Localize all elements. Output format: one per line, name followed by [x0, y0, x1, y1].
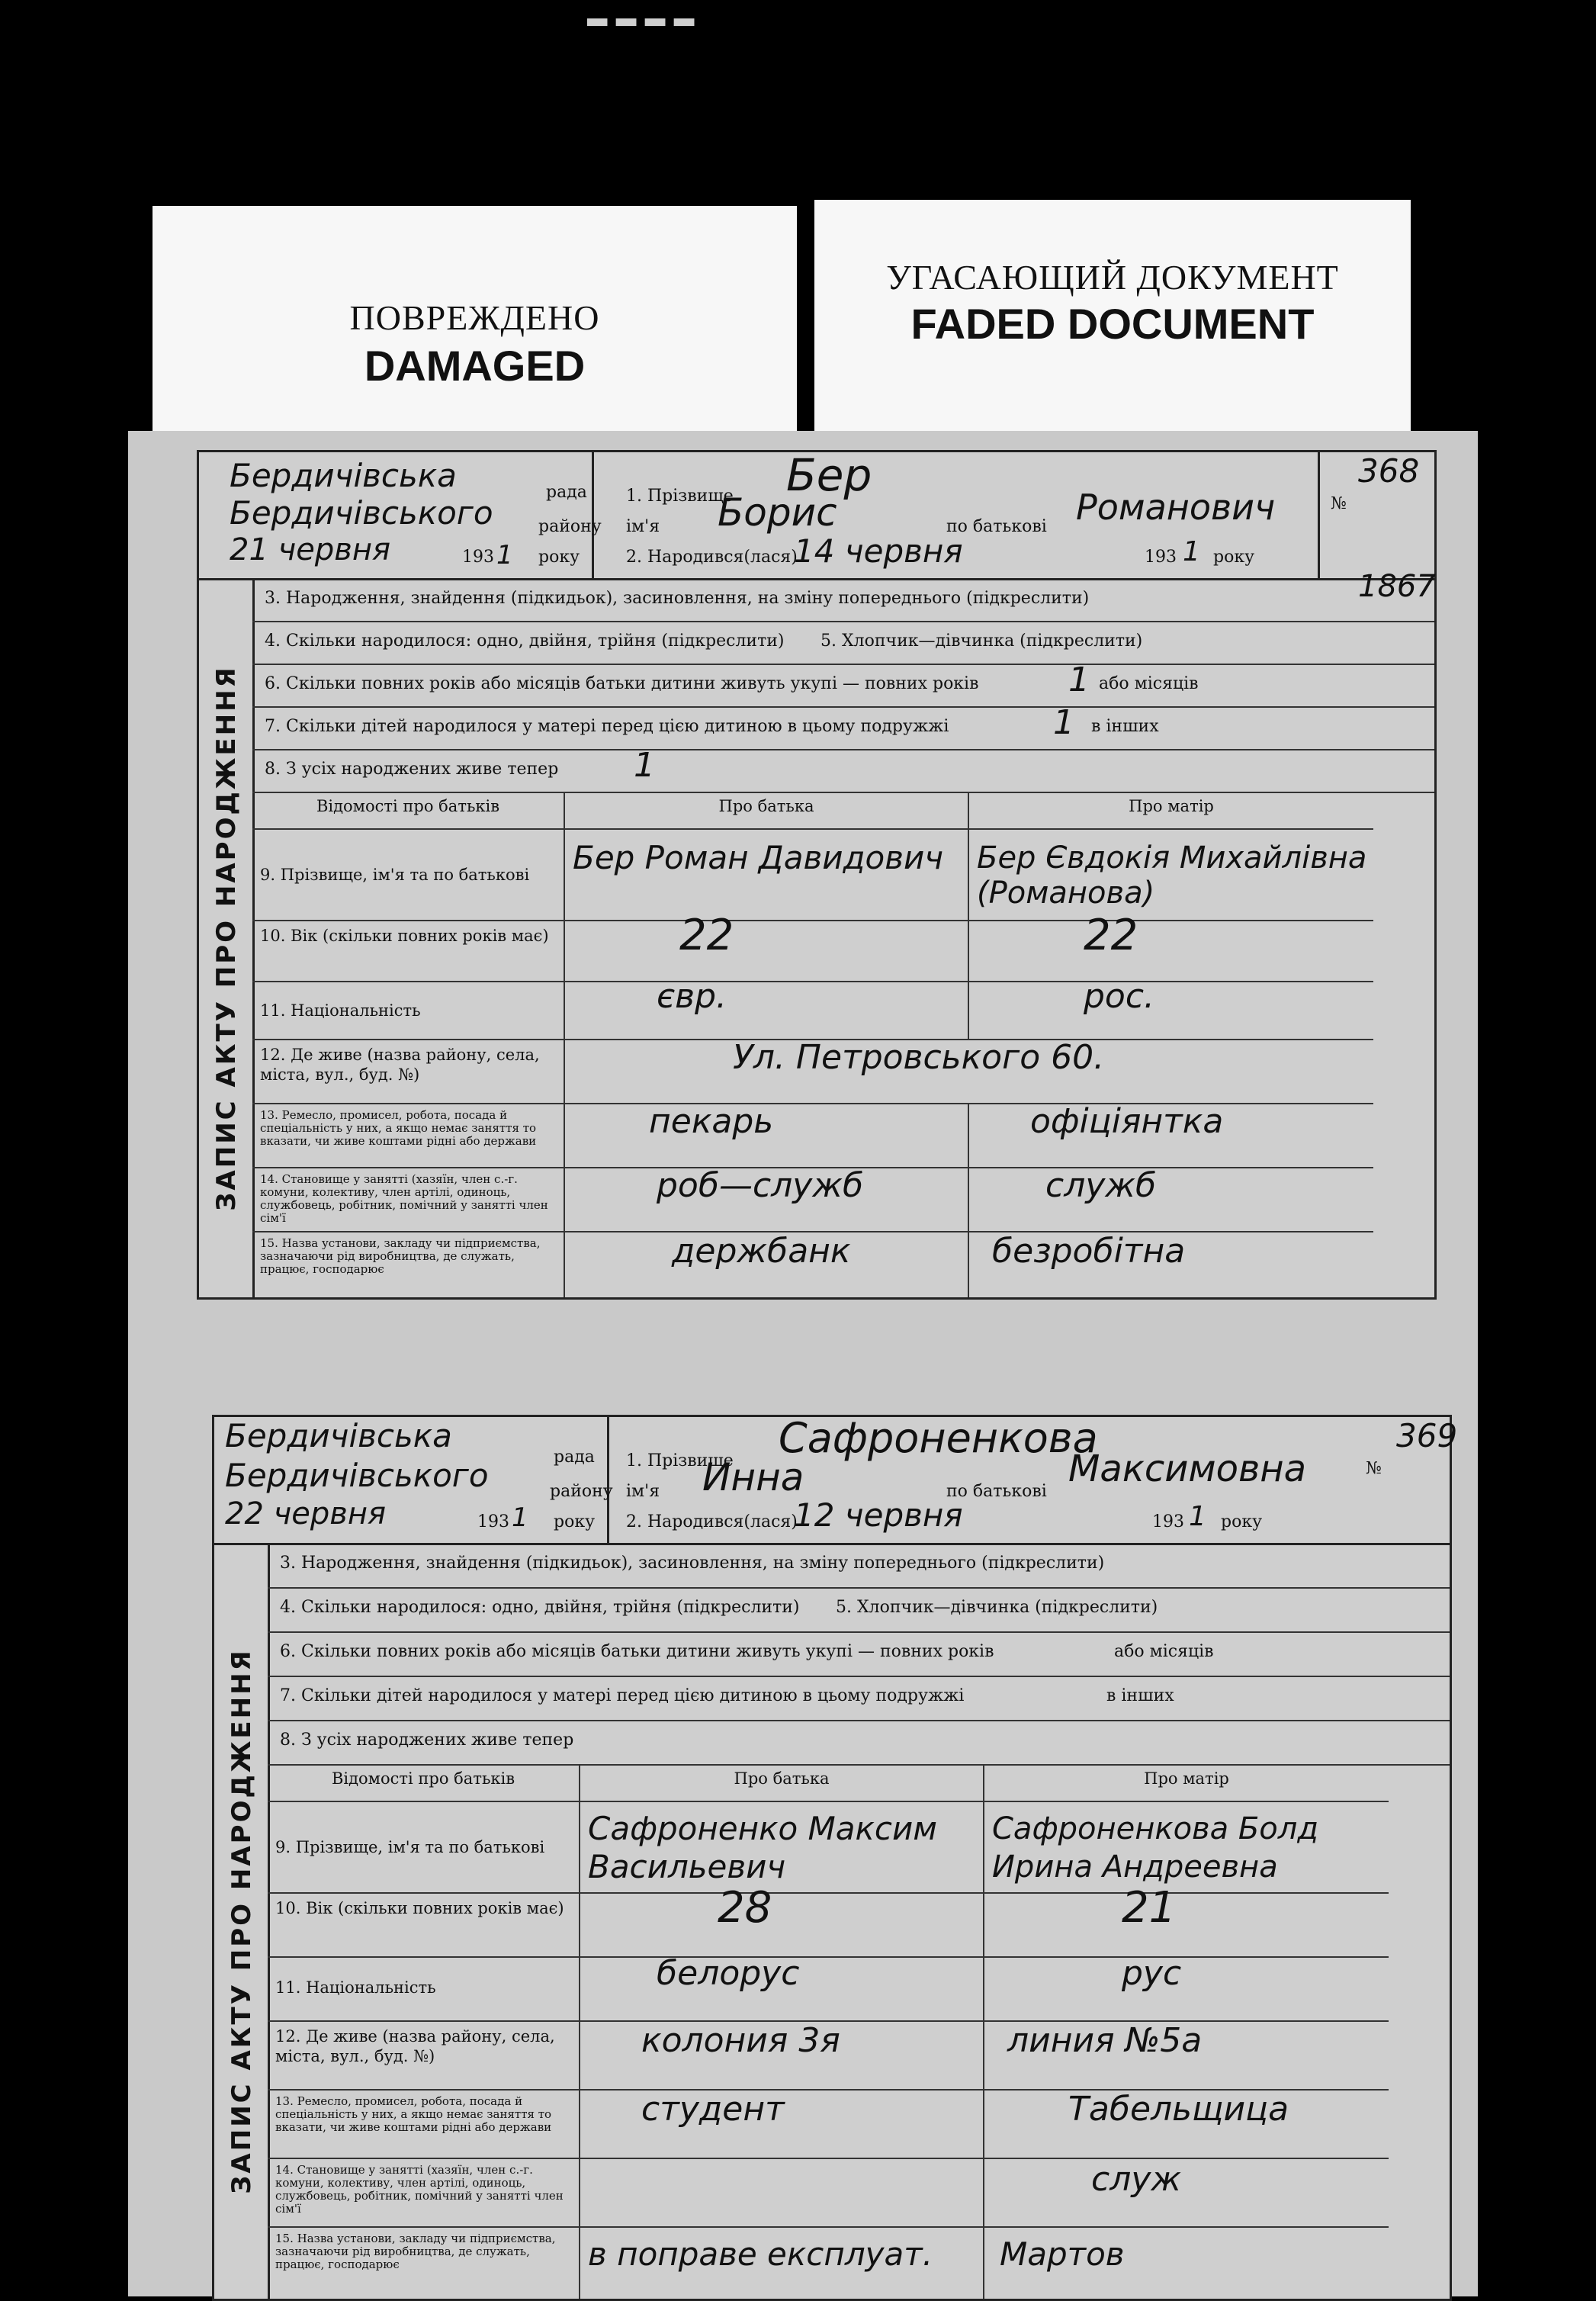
col-father-header: Про батька [580, 1764, 984, 1802]
margin-note: 1867 [1358, 569, 1436, 604]
address-cell [565, 1040, 1373, 1104]
year-label: 193 [462, 548, 494, 567]
faded-label-ru: УГАСАЮЩИЙ ДОКУМЕНТ [886, 258, 1339, 297]
q8-label: 8. З усіх народжених живе тепер [265, 760, 559, 779]
registration-year: 1 [512, 1502, 528, 1533]
father-name: Бер Роман Давидович [573, 839, 944, 876]
birth-year-label: 193 [1152, 1512, 1184, 1531]
q4-row [252, 621, 1434, 665]
patronymic-label: по батькові [946, 517, 1047, 536]
father-nationality: белорус [657, 1954, 800, 1993]
sidebar-title: ЗАПИС АКТУ ПРО НАРОДЖЕННЯ [211, 664, 242, 1211]
raion-label: району [538, 517, 602, 536]
mother-org-cell [969, 1232, 1373, 1297]
birth-label: 2. Народився(лася) [626, 548, 798, 567]
father-nationality-cell [565, 977, 969, 1040]
name-label: ім'я [626, 517, 660, 536]
registry-office-block [199, 452, 602, 578]
col-info-header: Відомості про батьків [252, 792, 565, 830]
record-number-block [1318, 452, 1434, 578]
q6-row [252, 660, 1434, 708]
rada-label: рада [546, 483, 587, 502]
birth-roku-label: року [1221, 1512, 1263, 1531]
mother-age-cell [969, 911, 1373, 982]
q7-row [268, 1676, 1450, 1721]
mother-status: служб [1045, 1166, 1157, 1205]
mother-job-cell [984, 2091, 1389, 2159]
damaged-label-card [153, 206, 797, 435]
father-name-cell [580, 1802, 984, 1894]
q7-other-label: в інших [1106, 1686, 1174, 1705]
q12-label: 12. Де живе (назва району, села, міста, вул., буд. №) [252, 1040, 565, 1104]
q5-label: 5. Хлопчик—дівчинка (підкреслити) [836, 1598, 1158, 1617]
q4-row [268, 1587, 1450, 1633]
mother-address: линия №5а [1007, 2021, 1203, 2060]
children-before-value: 1 [1053, 703, 1074, 742]
q6-row [268, 1631, 1450, 1677]
birth-year-label: 193 [1145, 548, 1177, 567]
q3-label: 3. Народження, знайдення (підкидьок), засиновлення, на зміну попереднього (підкреслити) [280, 1554, 1105, 1573]
record-sidebar [214, 1543, 270, 2299]
father-status: роб—служб [657, 1166, 864, 1205]
mother-nationality: рус [1122, 1954, 1182, 1993]
father-status-cell [565, 1168, 969, 1232]
mother-job: Табельщица [1068, 2090, 1289, 2129]
q8-row [268, 1720, 1450, 1766]
mother-age: 22 [1084, 911, 1138, 960]
father-status-cell [580, 2159, 984, 2228]
q11-label: 11. Національність [252, 982, 565, 1040]
q6-label: 6. Скільки повних років або місяців батьки дитини живуть укупі — повних років [280, 1642, 994, 1661]
father-job-cell [565, 1104, 969, 1168]
sidebar-title: ЗАПИС АКТУ ПРО НАРОДЖЕННЯ [226, 1647, 257, 2194]
father-age: 22 [679, 911, 734, 960]
parents-table [268, 1764, 1450, 2299]
alive-value: 1 [634, 746, 655, 785]
roku-label: року [554, 1512, 596, 1531]
q7-label: 7. Скільки дітей народилося у матері перед цією дитиною в цьому подружжі [280, 1686, 965, 1705]
q11-label: 11. Національність [268, 1958, 580, 2022]
mother-age-cell [984, 1883, 1389, 1958]
form-header [214, 1414, 1458, 1545]
mother-age: 21 [1122, 1883, 1177, 1933]
q14-label: 14. Становище у занятті (хазяїн, член с.-г. комуни, колективу, член артілі, одиноць, службовець, робітник, помічний у занятті член сім'ї [252, 1168, 565, 1232]
q9-label: 9. Прізвище, ім'я та по батькові [252, 830, 565, 921]
form-header [199, 449, 1434, 580]
father-nationality-cell [580, 1954, 984, 2022]
name-label: ім'я [626, 1482, 660, 1501]
mother-job-cell [969, 1104, 1373, 1168]
patronymic-label: по батькові [946, 1482, 1047, 1501]
mother-name: Бер Євдокія Михайлівна (Романова) [977, 840, 1367, 911]
rada-label: рада [554, 1448, 595, 1467]
birth-year-value: 1 [1183, 536, 1200, 567]
years-together-value: 1 [1068, 660, 1090, 699]
surname-value: Бер [786, 449, 872, 501]
mother-name-cell [969, 830, 1373, 921]
father-job-cell [580, 2091, 984, 2159]
rada-value: Бердичівська [230, 457, 457, 494]
q13-label: 13. Ремесло, промисел, робота, посада й спеціальність у них, а якщо немає заняття то вказати, чи живе коштами рідні або держави [252, 1104, 565, 1168]
father-age: 28 [718, 1883, 772, 1933]
name-value: Борис [718, 490, 837, 535]
q5-label: 5. Хлопчик—дівчинка (підкреслити) [820, 631, 1143, 651]
birth-record-form-1 [197, 450, 1437, 1300]
registration-year: 1 [496, 540, 513, 570]
birth-roku-label: року [1213, 548, 1255, 567]
q6-label: 6. Скільки повних років або місяців батьки дитини живуть укупі — повних років [265, 674, 979, 693]
q10-label: 10. Вік (скільки повних років має) [252, 921, 565, 982]
name-value: Инна [702, 1455, 804, 1499]
surname-label: 1. Прізвище [626, 1451, 734, 1470]
col-info-header: Відомості про батьків [268, 1764, 580, 1802]
registration-date: 22 червня [225, 1496, 387, 1531]
q7-label: 7. Скільки дітей народилося у матері перед цією дитиною в цьому подружжі [265, 717, 949, 736]
mother-org-cell [984, 2228, 1389, 2299]
q14-label: 14. Становище у занятті (хазяїн, член с.-г. комуни, колективу, член артілі, одиноць, службовець, робітник, помічний у занятті член сім'ї [268, 2159, 580, 2228]
birth-date-value: 12 червня [794, 1496, 963, 1534]
father-address: колония 3я [641, 2021, 840, 2060]
rada-value: Бердичівська [225, 1417, 452, 1454]
father-job: студент [641, 2090, 785, 2129]
surname-value: Сафроненкова [779, 1414, 1098, 1462]
q7-row [252, 703, 1434, 750]
q8-label: 8. З усіх народжених живе тепер [280, 1731, 574, 1750]
father-job: пекарь [649, 1102, 774, 1141]
record-number: 369 [1396, 1417, 1458, 1454]
damaged-label-ru: ПОВРЕЖДЕНО [349, 298, 600, 337]
mother-status-cell [984, 2159, 1389, 2228]
q15-label: 15. Назва установи, закладу чи підприємства, зазначаючи рід виробництва, де служать, працює, господарює [268, 2228, 580, 2299]
q8-row [252, 746, 1434, 793]
mother-org: безробітна [992, 1232, 1186, 1271]
q12-label: 12. Де живе (назва району, села, міста, вул., буд. №) [268, 2022, 580, 2091]
number-label: № [1366, 1459, 1382, 1478]
q3-row [268, 1543, 1450, 1589]
mother-name: Сафроненкова Болд Ирина Андреевна [992, 1811, 1318, 1885]
film-frame-mark: ▂ ▂ ▂ ▂ [587, 0, 695, 26]
registry-office-block [214, 1417, 613, 1543]
q6-months-label: або місяців [1099, 674, 1199, 693]
father-org-cell [580, 2228, 984, 2299]
patronymic-value: Романович [1076, 487, 1276, 528]
mother-address-cell [984, 2022, 1389, 2091]
mother-nationality-cell [969, 977, 1373, 1040]
raion-value: Бердичівського [225, 1457, 489, 1494]
q3-label: 3. Народження, знайдення (підкидьок), засиновлення, на зміну попереднього (підкреслити) [265, 589, 1090, 608]
birth-label: 2. Народився(лася) [626, 1512, 798, 1531]
father-age-cell [565, 911, 969, 982]
col-mother-header: Про матір [984, 1764, 1389, 1802]
q10-label: 10. Вік (скільки повних років має) [268, 1894, 580, 1958]
year-label: 193 [477, 1512, 509, 1531]
raion-label: району [550, 1482, 613, 1501]
col-mother-header: Про матір [969, 792, 1373, 830]
address: Ул. Петровського 60. [733, 1038, 1105, 1077]
registration-date: 21 червня [230, 532, 391, 567]
parents-table [252, 792, 1434, 1297]
father-org-cell [565, 1232, 969, 1297]
patronymic-value: Максимовна [1068, 1448, 1307, 1490]
birth-record-form-2 [212, 1414, 1458, 2301]
father-address-cell [580, 2022, 984, 2091]
mother-status-cell [969, 1168, 1373, 1232]
birth-date-value: 14 червня [794, 532, 963, 570]
q3-row [252, 569, 1436, 622]
mother-nationality: рос. [1084, 977, 1155, 1016]
mother-nationality-cell [984, 1954, 1389, 2022]
record-number: 368 [1358, 452, 1420, 490]
damaged-label-en: DAMAGED [364, 342, 586, 390]
q4-label: 4. Скільки народилося: одно, двійня, трійня (підкреслити) [280, 1598, 800, 1617]
father-age-cell [580, 1883, 984, 1958]
mother-name-cell [984, 1802, 1389, 1894]
faded-label-card [814, 200, 1411, 452]
q4-label: 4. Скільки народилося: одно, двійня, трійня (підкреслити) [265, 631, 785, 651]
surname-label: 1. Прізвище [626, 487, 734, 506]
q13-label: 13. Ремесло, промисел, робота, посада й спеціальність у них, а якщо немає заняття то вказати, чи живе коштами рідні або держави [268, 2091, 580, 2159]
q7-other-label: в інших [1091, 717, 1159, 736]
father-org: в поправе експлуат. [588, 2235, 933, 2273]
number-label: № [1331, 494, 1347, 513]
q9-label: 9. Прізвище, ім'я та по батькові [268, 1802, 580, 1894]
birth-year-value: 1 [1189, 1501, 1206, 1532]
roku-label: року [538, 548, 580, 567]
record-sidebar [199, 578, 255, 1297]
q6-months-label: або місяців [1114, 1642, 1214, 1661]
father-name: Сафроненко Максим Васильевич [588, 1810, 937, 1885]
q15-label: 15. Назва установи, закладу чи підприємства, зазначаючи рід виробництва, де служать, працює, господарює [252, 1232, 565, 1297]
mother-job: офіціянтка [1030, 1102, 1224, 1141]
col-father-header: Про батька [565, 792, 969, 830]
mother-org: Мартов [1000, 2235, 1125, 2273]
father-nationality: євр. [657, 977, 727, 1016]
faded-label-en: FADED DOCUMENT [910, 300, 1315, 348]
father-org: держбанк [672, 1232, 851, 1271]
father-name-cell [565, 830, 969, 921]
raion-value: Бердичівського [230, 494, 493, 532]
mother-status: служ [1091, 2160, 1181, 2199]
